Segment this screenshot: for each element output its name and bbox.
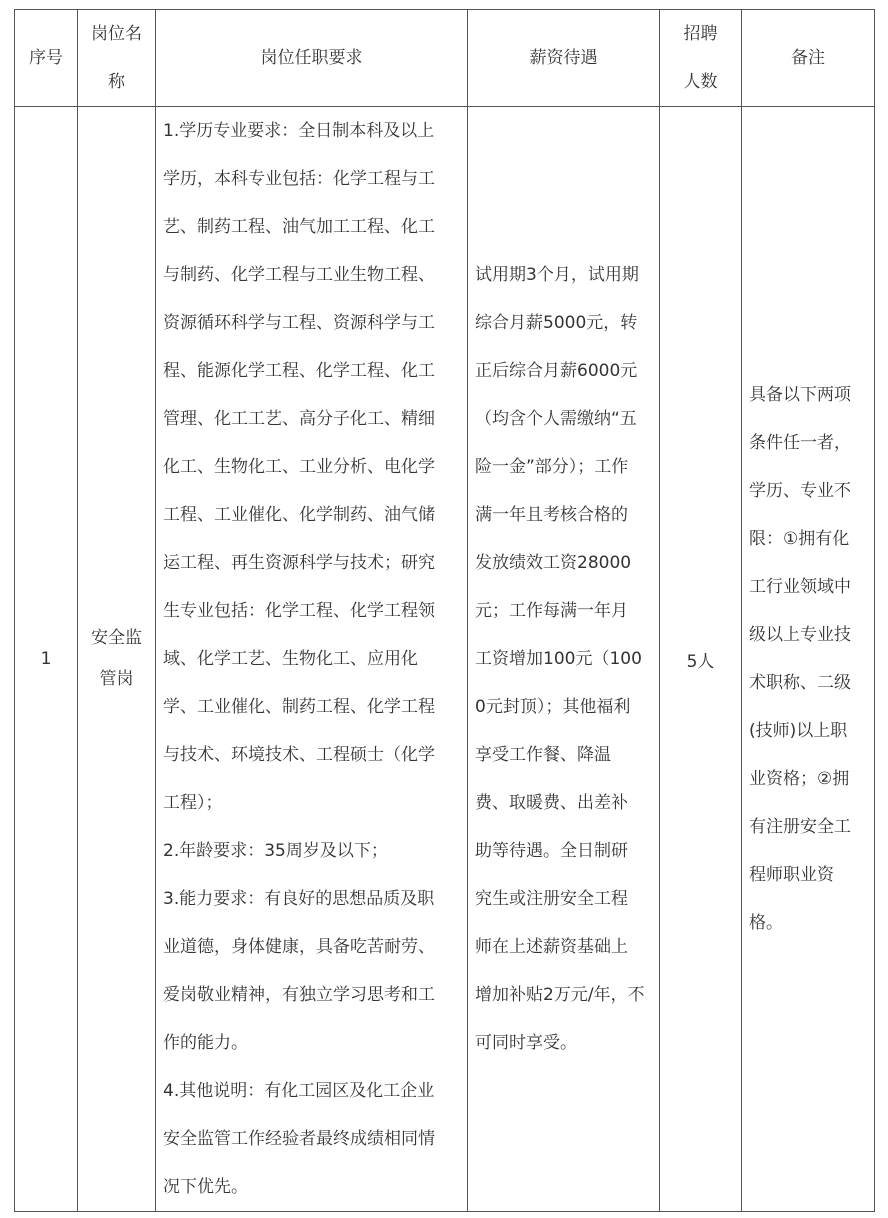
row-no: 1 (15, 107, 78, 1212)
salary-line: 享受工作餐、降温 (475, 745, 611, 765)
requirements-line: 学历，本科专业包括：化学工程与工 (163, 169, 435, 189)
header-position-line-1: 岗位名 (91, 24, 142, 44)
remarks-line: (技师)以上职 (749, 721, 848, 741)
salary-line: 工资增加100元（100 (475, 649, 642, 669)
requirements-line: 与制药、化学工程与工业生物工程、 (163, 265, 435, 285)
salary-line: 可同时享受。 (475, 1033, 577, 1053)
header-no: 序号 (15, 10, 78, 107)
remarks-line: 级以上专业技 (749, 625, 851, 645)
remarks-line: 有注册安全工 (749, 817, 851, 837)
requirements-line: 3.能力要求：有良好的思想品质及职 (163, 889, 435, 909)
requirements-line: 程、能源化学工程、化学工程、化工 (163, 361, 435, 381)
remarks-line: 程师职业资 (749, 865, 834, 885)
requirements-line: 资源循环科学与工程、资源科学与工 (163, 313, 435, 333)
header-count-line-2: 人数 (683, 72, 718, 92)
requirements-line: 1.学历专业要求：全日制本科及以上 (163, 121, 435, 141)
requirements-line: 艺、制药工程、油气加工工程、化工 (163, 217, 435, 237)
requirements-line: 作的能力。 (163, 1033, 248, 1053)
requirements-line: 与技术、环境技术、工程硕士（化学 (163, 745, 435, 765)
header-requirements: 岗位任职要求 (156, 10, 468, 107)
salary-line: 试用期3个月，试用期 (475, 265, 639, 285)
row-requirements (156, 107, 468, 1212)
salary-line: 增加补贴2万元/年，不 (475, 985, 645, 1005)
salary-line: 满一年且考核合格的 (475, 505, 628, 525)
remarks-line: 限：①拥有化 (749, 529, 850, 549)
salary-line: 究生或注册安全工程 (475, 889, 628, 909)
remarks-line: 术职称、二级 (749, 673, 851, 693)
row-remarks (742, 107, 875, 1212)
salary-line: （均含个人需缴纳“五 (475, 409, 637, 429)
requirements-line: 爱岗敬业精神，有独立学习思考和工 (163, 985, 435, 1005)
requirements-line: 工程）； (163, 793, 223, 813)
header-salary: 薪资待遇 (468, 10, 660, 107)
requirements-line: 化工、生物化工、工业分析、电化学 (163, 457, 435, 477)
salary-line: 发放绩效工资28000 (475, 553, 632, 573)
header-count-line-1: 招聘 (683, 24, 718, 44)
table-row (15, 107, 875, 1212)
row-salary (468, 107, 660, 1212)
row-count: 5人 (660, 107, 742, 1212)
requirements-line: 域、化学工艺、生物化工、应用化 (163, 649, 418, 669)
salary-line: 师在上述薪资基础上 (475, 937, 628, 957)
requirements-line: 学、工业催化、制药工程、化学工程 (163, 697, 435, 717)
salary-line: 费、取暖费、出差补 (475, 793, 628, 813)
header-position-line-2: 称 (108, 72, 125, 92)
requirements-line: 运工程、再生资源科学与技术；研究 (163, 553, 435, 573)
header-position (78, 10, 156, 107)
requirements-line: 况下优先。 (163, 1177, 248, 1197)
remarks-line: 具备以下两项 (749, 385, 851, 405)
requirements-line: 管理、化工工艺、高分子化工、精细 (163, 409, 435, 429)
remarks-line: 业资格；②拥 (749, 769, 850, 789)
requirements-line: 安全监管工作经验者最终成绩相同情 (163, 1129, 435, 1149)
row-position (78, 107, 156, 1212)
salary-line: 助等待遇。全日制研 (475, 841, 628, 861)
salary-line: 正后综合月薪6000元 (475, 361, 638, 381)
salary-line: 综合月薪5000元，转 (475, 313, 638, 333)
row-position-line-1: 安全监 (91, 628, 142, 648)
salary-line: 元；工作每满一年月 (475, 601, 628, 621)
header-count (660, 10, 742, 107)
header-row (15, 10, 875, 107)
salary-line: 0元封顶）；其他福利 (475, 697, 631, 717)
salary-line: 险一金”部分）；工作 (475, 457, 629, 477)
requirements-line: 生专业包括：化学工程、化学工程领 (163, 601, 435, 621)
recruitment-table (14, 9, 875, 1212)
remarks-line: 工行业领域中 (749, 577, 851, 597)
remarks-line: 学历、专业不 (749, 481, 851, 501)
requirements-line: 工程、工业催化、化学制药、油气储 (163, 505, 435, 525)
requirements-line: 2.年龄要求：35周岁及以下； (163, 841, 388, 861)
header-remarks: 备注 (742, 10, 875, 107)
remarks-line: 条件任一者， (749, 433, 851, 453)
row-position-line-2: 管岗 (99, 669, 134, 689)
requirements-line: 业道德，身体健康，具备吃苦耐劳、 (163, 937, 435, 957)
remarks-line: 格。 (749, 913, 783, 933)
requirements-line: 4.其他说明：有化工园区及化工企业 (163, 1081, 435, 1101)
